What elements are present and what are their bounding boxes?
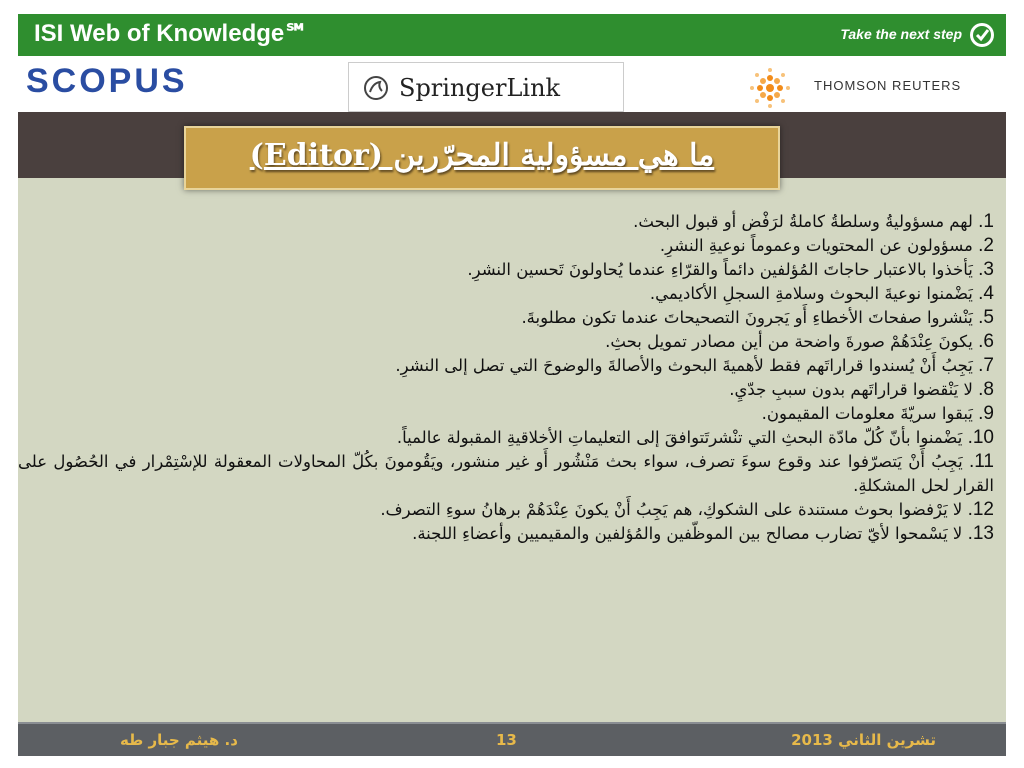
scopus-logo: SCOPUS	[26, 62, 188, 100]
slide-title: ما هي مسؤولية المحرّرين (Editor)	[249, 138, 715, 173]
thomson-reuters-logo	[730, 62, 1002, 112]
list-item: 11. يَجِبُ أَنْ يَتصرّفوا عند وقوع سوءَ تصرف، سواء بحث مَنْشُور أَو غير منشور، ويَقُومونَ بكُلّ المحاولات المعقولة للإسْتِمْرار في الحُصُول على القرار لحل المشكلةِ.	[18, 451, 994, 495]
logo-row	[18, 56, 1006, 112]
list-item: 12. لا يَرْفضوا بحوث مستندة على الشكوكِ، هم يَجِبُ أَنْ يكونَ عِنْدَهُمْ برهانُ سوءِ التصرف.	[380, 499, 994, 520]
list-item: 4. يَضْمنوا نوعيةَ البحوث وسلامةِ السجلِ الأكاديمي.	[649, 283, 994, 304]
list-item: 1. لهم مسؤوليةُ وسلطةُ كاملةُ لرَفْض أو قبول البحث.	[633, 211, 994, 232]
isi-tagline: Take the next step	[840, 26, 962, 42]
springerlink-logo	[348, 62, 624, 112]
springerlink-text: SpringerLink	[399, 74, 561, 102]
list-item: 9. يَبقوا سريّةَ معلومات المقيمون.	[761, 403, 994, 424]
thomson-dots-icon	[748, 66, 792, 110]
list-item: 5. يَنْشروا صفحاتَ الأخطاءِ أَو يَجرونَ التصحيحاتَ عندما تكون مطلوبةَ.	[521, 307, 994, 328]
list-item: 6. يكونَ عِنْدَهُمْ صورةَ واضحة من أين مصادر تمويل بحثِ.	[605, 331, 994, 352]
footer	[18, 722, 1006, 756]
content-area	[18, 178, 1006, 722]
isi-title: ISI Web of Knowledge℠	[34, 20, 309, 47]
list-item: 3. يَأخذوا بالاعتبار حاجاتَ المُؤلفين دائماً والقرّاءِ عندما يُحاولونَ تَحسين النشرِ.	[467, 259, 994, 280]
list-item: 13. لا يَسْمحوا لأيّ تضارب مصالح بين الموظّفين والمُؤلفين والمقيميين وأعضاءِ اللجنة.	[412, 523, 994, 544]
responsibilities-list	[18, 210, 994, 546]
slide-title-box	[184, 126, 780, 190]
next-step-icon	[968, 21, 996, 49]
list-item: 7. يَجِبُ أَنْ يُسندوا قراراتَهم فقط لأهميةَ البحوث والأصالةَ والوضوحَ التي تصل إلى النشرِ.	[395, 355, 994, 376]
list-item: 10. يَضْمنوا بأنّ كُلّ مادّة البحثِ التي تنْشرتَتوافقَ إلى التعليماتِ الأخلاقيةِ المقبولة عالمياً.	[396, 427, 994, 448]
list-item: 2. مسؤولون عن المحتويات وعموماً نوعيةِ النشرِ.	[659, 235, 994, 256]
springer-horse-icon	[363, 75, 389, 101]
footer-date: تشرين الثاني 2013	[791, 731, 936, 749]
isi-banner	[18, 14, 1006, 56]
list-item: 8. لا يَنْقضوا قراراتَهم بدون سببِ جدّيِ.	[729, 379, 994, 400]
footer-author: د. هيثم جبار طه	[120, 731, 238, 749]
thomson-reuters-text: THOMSON REUTERS	[814, 78, 962, 93]
footer-page-number: 13	[496, 731, 517, 749]
